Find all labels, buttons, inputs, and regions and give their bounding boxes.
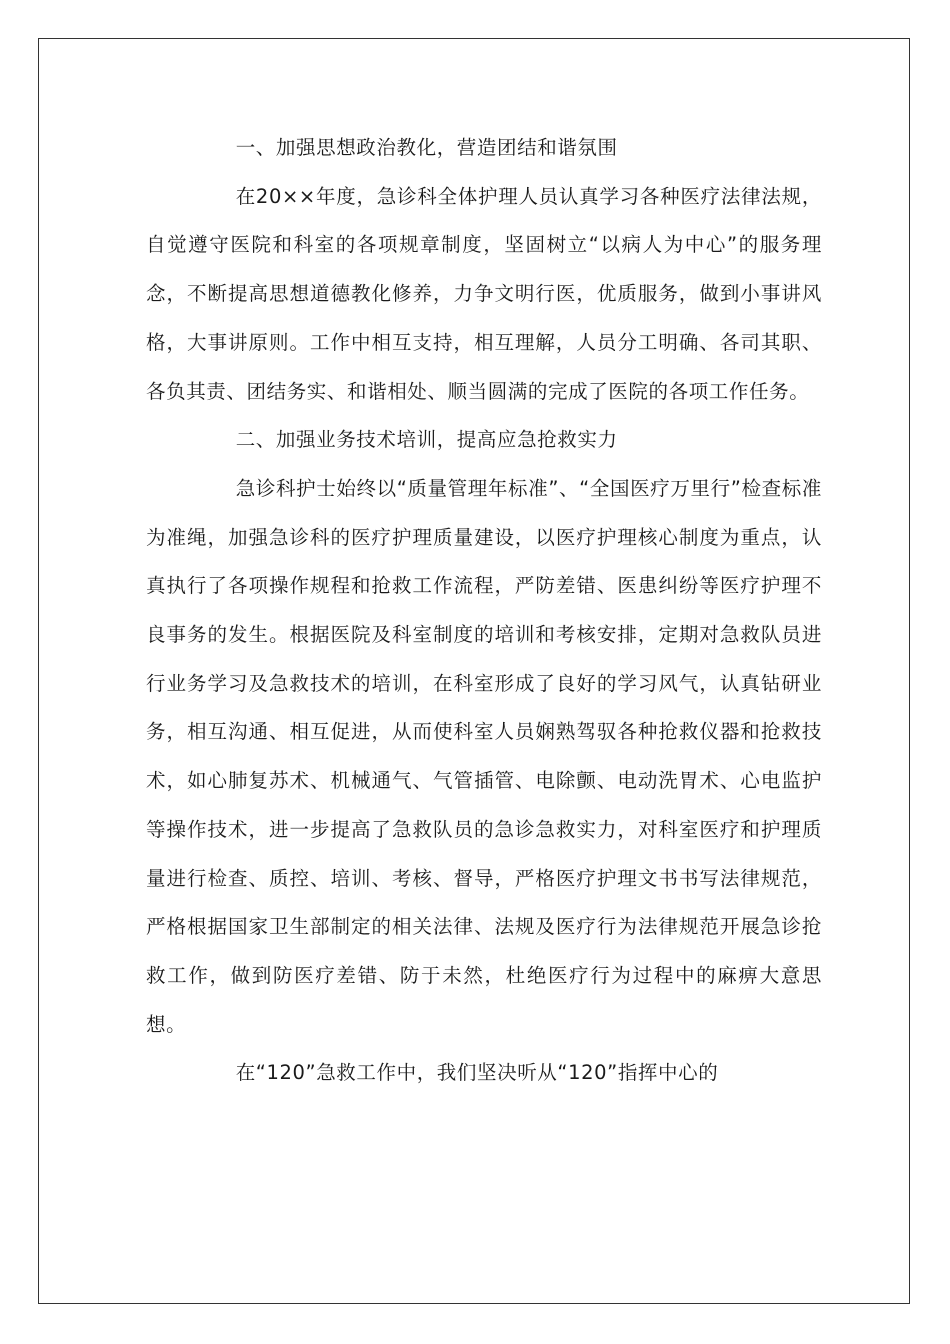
- section-heading-2: 二、加强业务技术培训，提高应急抢救实力: [235, 428, 618, 452]
- paragraph-2: 急诊科护士始终以“质量管理年标准”、“全国医疗万里行”检查标准为准绳，加强急诊科的医疗护理质量建设，以医疗护理核心制度为重点，认真执行了各项操作规程和抢救工作流程，严防差错、医患纠纷等医疗护理不良事务的发生。根据医院及科室制度的培训和考核安排，定期对急救队员进行业务学习及急救技术的培训，在科室形成了良好的学习风气，认真钻研业务，相互沟通、相互促进，从而使科室人员娴熟驾驭各种抢救仪器和抢救技术，如心肺复苏术、机械通气、气管插管、电除颤、电动洗胃术、心电监护等操作技术，进一步提高了急救队员的急诊急救实力，对科室医疗和护理质量进行检查、质控、培训、考核、督导，严格医疗护理文书书写法律规范，严格根据国家卫生部制定的相关法律、法规及医疗行为法律规范开展急诊抢救工作，做到防医疗差错、防于未然，杜绝医疗行为过程中的麻痹大意思想。: [146, 476, 822, 1036]
- paragraph-3: 在“120”急救工作中，我们坚决听从“120”指挥中心的: [235, 1061, 719, 1085]
- section-heading-1: 一、加强思想政治教化，营造团结和谐氛围: [235, 136, 618, 159]
- document-body: [146, 124, 822, 1098]
- paragraph-1: 在20××年度，急诊科全体护理人员认真学习各种医疗法律法规，自觉遵守医院和科室的各项规章制度，坚固树立“以病人为中心”的服务理念，不断提高思想道德教化修养，力争文明行医，优质服务，做到小事讲风格，大事讲原则。工作中相互支持，相互理解，人员分工明确、各司其职、各负其责、团结务实、和谐相处、顺当圆满的完成了医院的各项工作任务。: [146, 184, 822, 403]
